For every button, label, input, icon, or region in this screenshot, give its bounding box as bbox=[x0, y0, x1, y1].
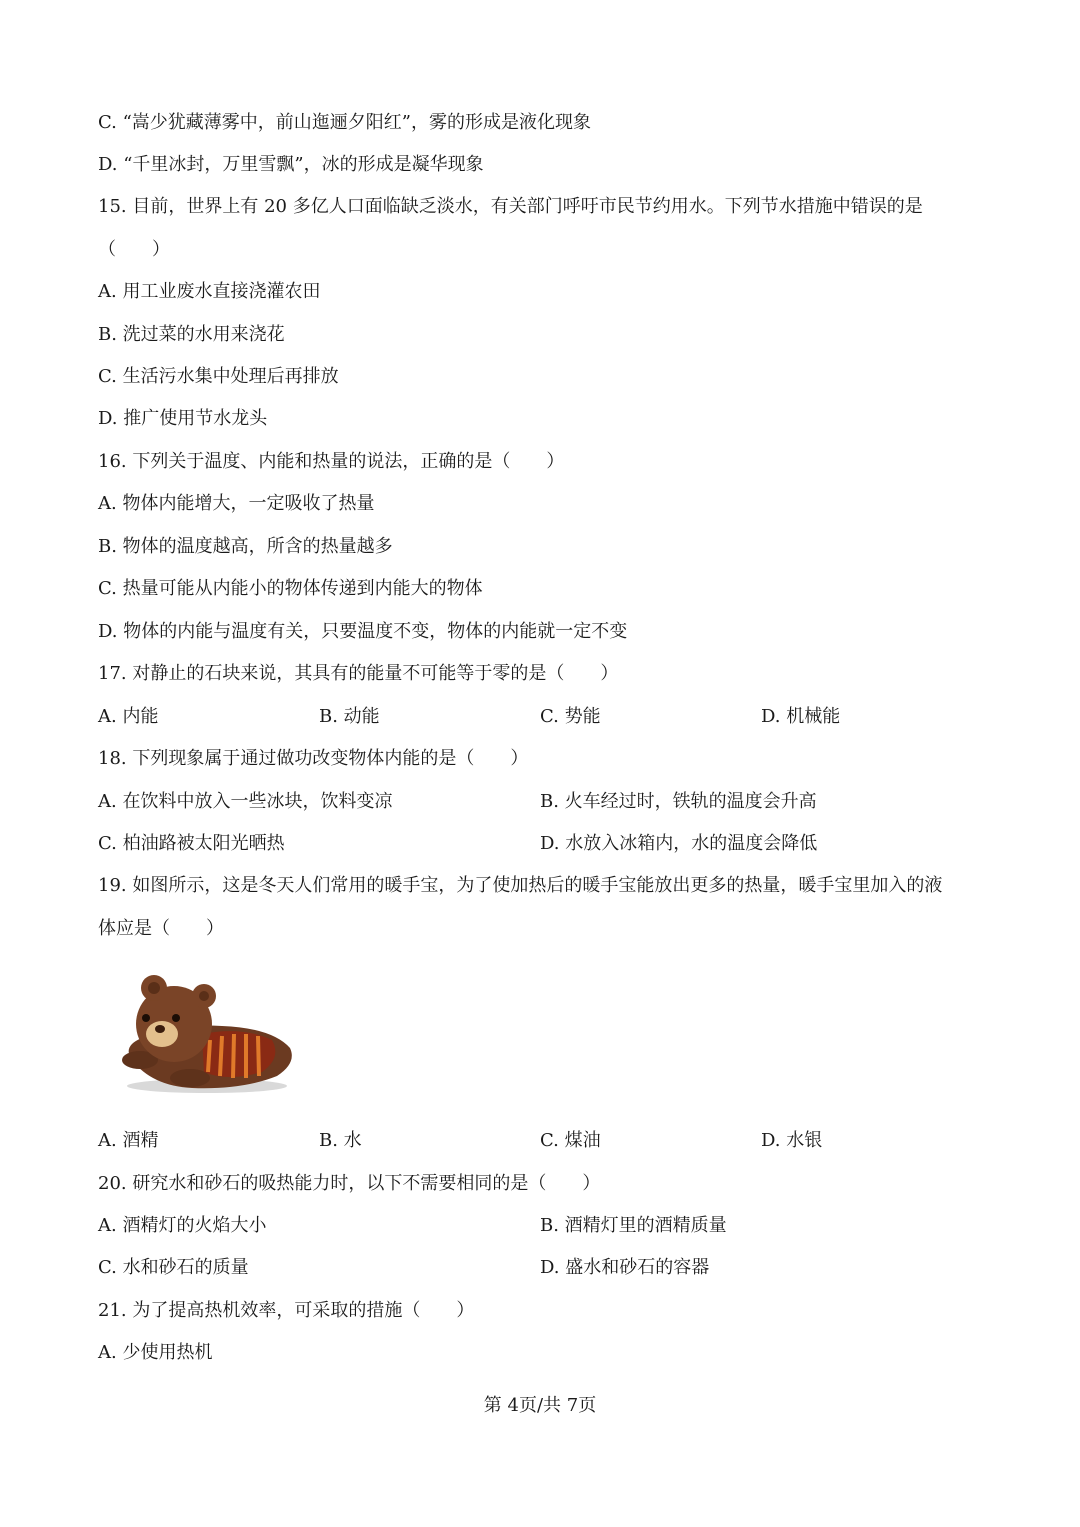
question-16: 16. 下列关于温度、内能和热量的说法，正确的是（ ） bbox=[98, 451, 565, 472]
option-20b: B. 酒精灯里的酒精质量 bbox=[540, 1215, 727, 1236]
option-16a: A. 物体内能增大，一定吸收了热量 bbox=[98, 493, 375, 514]
option-14d: D. “千里冰封，万里雪飘”，冰的形成是凝华现象 bbox=[98, 154, 484, 175]
option-18a: A. 在饮料中放入一些冰块，饮料变凉 bbox=[98, 791, 393, 812]
question-21: 21. 为了提高热机效率，可采取的措施（ ） bbox=[98, 1300, 475, 1321]
option-19c: C. 煤油 bbox=[540, 1130, 601, 1151]
option-15c: C. 生活污水集中处理后再排放 bbox=[98, 366, 339, 387]
option-17c: C. 势能 bbox=[540, 706, 601, 727]
question-19-continued: 体应是（ ） bbox=[98, 918, 224, 939]
option-18c: C. 柏油路被太阳光晒热 bbox=[98, 833, 285, 854]
option-17b: B. 动能 bbox=[319, 706, 380, 727]
option-18b: B. 火车经过时，铁轨的温度会升高 bbox=[540, 791, 817, 812]
option-18d: D. 水放入冰箱内，水的温度会降低 bbox=[540, 833, 818, 854]
question-17: 17. 对静止的石块来说，其具有的能量不可能等于零的是（ ） bbox=[98, 663, 619, 684]
option-20d: D. 盛水和砂石的容器 bbox=[540, 1257, 710, 1278]
option-19d: D. 水银 bbox=[761, 1130, 823, 1151]
option-16b: B. 物体的温度越高，所含的热量越多 bbox=[98, 536, 393, 557]
question-15-answer-paren: （ ） bbox=[98, 239, 170, 260]
question-18: 18. 下列现象属于通过做功改变物体内能的是（ ） bbox=[98, 748, 529, 769]
question-15: 15. 目前，世界上有 20 多亿人口面临缺乏淡水，有关部门呼吁市民节约用水。下列节水措施中错误的是 bbox=[98, 196, 923, 217]
option-16d: D. 物体的内能与温度有关，只要温度不变，物体的内能就一定不变 bbox=[98, 621, 628, 642]
option-16c: C. 热量可能从内能小的物体传递到内能大的物体 bbox=[98, 578, 483, 599]
option-17d: D. 机械能 bbox=[761, 706, 841, 727]
question-20: 20. 研究水和砂石的吸热能力时，以下不需要相同的是（ ） bbox=[98, 1173, 601, 1194]
option-20c: C. 水和砂石的质量 bbox=[98, 1257, 249, 1278]
option-14c: C. “嵩少犹藏薄雾中，前山迤逦夕阳红”，雾的形成是液化现象 bbox=[98, 112, 591, 133]
option-15a: A. 用工业废水直接浇灌农田 bbox=[98, 281, 321, 302]
option-19a: A. 酒精 bbox=[98, 1130, 159, 1151]
option-15d: D. 推广使用节水龙头 bbox=[98, 408, 268, 429]
bear-hand-warmer-icon bbox=[112, 968, 298, 1096]
page-footer: 第 4页/共 7页 bbox=[483, 1395, 597, 1416]
option-15b: B. 洗过菜的水用来浇花 bbox=[98, 324, 285, 345]
question-19: 19. 如图所示，这是冬天人们常用的暖手宝，为了使加热后的暖手宝能放出更多的热量，暖手宝里加入的液 bbox=[98, 875, 943, 896]
option-17a: A. 内能 bbox=[98, 706, 159, 727]
option-21a: A. 少使用热机 bbox=[98, 1342, 213, 1363]
option-20a: A. 酒精灯的火焰大小 bbox=[98, 1215, 267, 1236]
option-19b: B. 水 bbox=[319, 1130, 362, 1151]
